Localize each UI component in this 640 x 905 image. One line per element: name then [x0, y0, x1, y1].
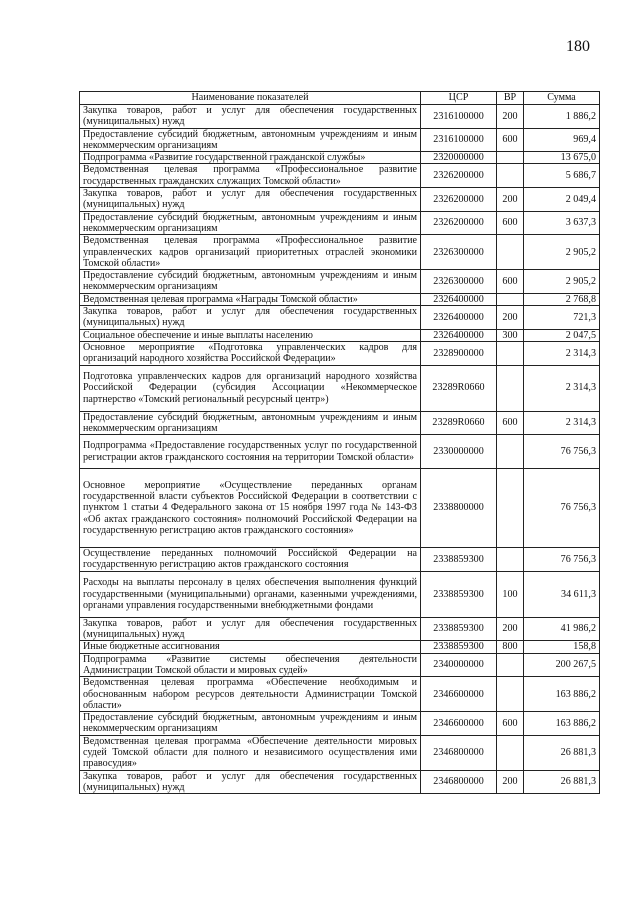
row-vr-cell: 200 [497, 617, 524, 641]
row-vr-cell: 200 [497, 770, 524, 794]
table-row [80, 365, 600, 411]
row-vr-cell: 600 [497, 128, 524, 152]
row-vr-cell [497, 735, 524, 770]
page-number: 180 [566, 38, 590, 55]
table-row [80, 653, 600, 677]
table-row [80, 152, 600, 164]
row-sum-cell: 76 756,3 [524, 435, 600, 469]
table-row [80, 164, 600, 188]
row-vr-cell [497, 341, 524, 365]
budget-table [79, 91, 600, 794]
row-sum-cell: 2 768,8 [524, 293, 600, 305]
row-name-cell: Предоставление субсидий бюджетным, автономным учреждениям и иным некоммерческим организациям [80, 411, 421, 435]
table-row [80, 641, 600, 653]
row-name-cell: Ведомственная целевая программа «Обеспечение необходимым и обоснованным набором ресурсов деятельности Администрации Томской области» [80, 677, 421, 712]
row-csr-cell: 2346600000 [421, 677, 497, 712]
row-sum-cell: 34 611,3 [524, 571, 600, 617]
row-sum-cell: 76 756,3 [524, 469, 600, 548]
row-vr-cell [497, 164, 524, 188]
row-vr-cell [497, 235, 524, 270]
table-row [80, 293, 600, 305]
row-csr-cell: 2326300000 [421, 235, 497, 270]
table-row [80, 329, 600, 341]
row-name-cell: Основное мероприятие «Осуществление переданных органам государственной власти субъектов Российской Федерации в соответствии с пунктом 1 статьи 4 Федерального закона от 15 ноября 1997 года № 143-ФЗ «Об актах гражданского состояния» полномочий Российской Федерации на государственную регистрацию актов гражданского состояния» [80, 469, 421, 548]
row-name-cell: Предоставление субсидий бюджетным, автономным учреждениям и иным некоммерческим организациям [80, 128, 421, 152]
row-vr-cell: 100 [497, 571, 524, 617]
row-csr-cell: 2346800000 [421, 735, 497, 770]
row-sum-cell: 3 637,3 [524, 211, 600, 235]
row-csr-cell: 2316100000 [421, 105, 497, 129]
table-row [80, 469, 600, 548]
row-vr-cell: 200 [497, 105, 524, 129]
row-csr-cell: 2326200000 [421, 188, 497, 212]
row-sum-cell: 721,3 [524, 306, 600, 330]
row-csr-cell: 2326400000 [421, 329, 497, 341]
row-csr-cell: 2338859300 [421, 617, 497, 641]
row-csr-cell: 2328900000 [421, 341, 497, 365]
row-sum-cell: 26 881,3 [524, 770, 600, 794]
row-name-cell: Ведомственная целевая программа «Профессиональное развитие государственных гражданских служащих Томской области» [80, 164, 421, 188]
row-name-cell: Закупка товаров, работ и услуг для обеспечения государственных (муниципальных) нужд [80, 617, 421, 641]
row-csr-cell: 2338859300 [421, 571, 497, 617]
row-csr-cell: 2326400000 [421, 293, 497, 305]
row-name-cell: Предоставление субсидий бюджетным, автономным учреждениям и иным некоммерческим организациям [80, 270, 421, 294]
row-csr-cell: 2338859300 [421, 641, 497, 653]
table-row [80, 617, 600, 641]
row-csr-cell: 2338859300 [421, 548, 497, 572]
row-name-cell: Закупка товаров, работ и услуг для обеспечения государственных (муниципальных) нужд [80, 306, 421, 330]
table-row [80, 411, 600, 435]
row-vr-cell [497, 469, 524, 548]
row-sum-cell: 163 886,2 [524, 712, 600, 736]
row-vr-cell [497, 653, 524, 677]
row-csr-cell: 2346800000 [421, 770, 497, 794]
row-vr-cell [497, 677, 524, 712]
row-vr-cell [497, 548, 524, 572]
row-csr-cell: 23289R0660 [421, 411, 497, 435]
header-csr: ЦСР [421, 92, 497, 105]
row-name-cell: Предоставление субсидий бюджетным, автономным учреждениям и иным некоммерческим организациям [80, 211, 421, 235]
row-sum-cell: 41 986,2 [524, 617, 600, 641]
row-name-cell: Расходы на выплаты персоналу в целях обеспечения выполнения функций государственными (муниципальными) органами, казенными учреждениями, органами управления государственными внебюджетными фондами [80, 571, 421, 617]
row-csr-cell: 2316100000 [421, 128, 497, 152]
row-csr-cell: 2330000000 [421, 435, 497, 469]
header-name: Наименование показателей [80, 92, 421, 105]
table-row [80, 105, 600, 129]
row-name-cell: Ведомственная целевая программа «Награды Томской области» [80, 293, 421, 305]
table-row [80, 712, 600, 736]
row-name-cell: Подготовка управленческих кадров для организаций народного хозяйства Российской Федерации (субсидия Ассоциации «Некоммерческое партнерство «Томский региональный ресурсный центр») [80, 365, 421, 411]
row-name-cell: Подпрограмма «Развитие государственной гражданской службы» [80, 152, 421, 164]
table-row [80, 548, 600, 572]
row-vr-cell: 200 [497, 188, 524, 212]
row-vr-cell [497, 293, 524, 305]
row-sum-cell: 1 886,2 [524, 105, 600, 129]
row-csr-cell: 2326200000 [421, 211, 497, 235]
table-row [80, 211, 600, 235]
row-csr-cell: 2326300000 [421, 270, 497, 294]
row-sum-cell: 13 675,0 [524, 152, 600, 164]
row-vr-cell [497, 435, 524, 469]
table-row [80, 770, 600, 794]
table-row [80, 677, 600, 712]
row-vr-cell: 800 [497, 641, 524, 653]
row-vr-cell [497, 152, 524, 164]
header-sum: Сумма [524, 92, 600, 105]
row-name-cell: Ведомственная целевая программа «Профессиональное развитие управленческих кадров организаций приоритетных отраслей экономики Томской области» [80, 235, 421, 270]
row-sum-cell: 2 314,3 [524, 411, 600, 435]
table-header-row [80, 92, 600, 105]
table-row [80, 270, 600, 294]
row-name-cell: Иные бюджетные ассигнования [80, 641, 421, 653]
row-sum-cell: 2 314,3 [524, 341, 600, 365]
row-sum-cell: 969,4 [524, 128, 600, 152]
row-vr-cell: 300 [497, 329, 524, 341]
row-name-cell: Основное мероприятие «Подготовка управленческих кадров для организаций народного хозяйства Российской Федерации» [80, 341, 421, 365]
row-vr-cell: 600 [497, 411, 524, 435]
row-name-cell: Подпрограмма «Развитие системы обеспечения деятельности Администрации Томской области и мировых судей» [80, 653, 421, 677]
table-row [80, 306, 600, 330]
row-vr-cell: 600 [497, 211, 524, 235]
row-csr-cell: 2326200000 [421, 164, 497, 188]
table-row [80, 188, 600, 212]
row-csr-cell: 2326400000 [421, 306, 497, 330]
row-sum-cell: 2 905,2 [524, 270, 600, 294]
row-sum-cell: 163 886,2 [524, 677, 600, 712]
row-csr-cell: 2340000000 [421, 653, 497, 677]
row-sum-cell: 26 881,3 [524, 735, 600, 770]
header-vr: ВР [497, 92, 524, 105]
table-row [80, 341, 600, 365]
row-sum-cell: 76 756,3 [524, 548, 600, 572]
row-csr-cell: 2338800000 [421, 469, 497, 548]
row-name-cell: Предоставление субсидий бюджетным, автономным учреждениям и иным некоммерческим организациям [80, 712, 421, 736]
table-row [80, 435, 600, 469]
table-row [80, 735, 600, 770]
row-sum-cell: 2 047,5 [524, 329, 600, 341]
row-sum-cell: 2 314,3 [524, 365, 600, 411]
row-vr-cell: 600 [497, 712, 524, 736]
row-name-cell: Закупка товаров, работ и услуг для обеспечения государственных (муниципальных) нужд [80, 188, 421, 212]
table-row [80, 235, 600, 270]
row-csr-cell: 2346600000 [421, 712, 497, 736]
row-sum-cell: 200 267,5 [524, 653, 600, 677]
row-csr-cell: 23289R0660 [421, 365, 497, 411]
row-csr-cell: 2320000000 [421, 152, 497, 164]
row-vr-cell: 200 [497, 306, 524, 330]
table-row [80, 571, 600, 617]
row-sum-cell: 5 686,7 [524, 164, 600, 188]
row-sum-cell: 2 049,4 [524, 188, 600, 212]
row-name-cell: Подпрограмма «Предоставление государственных услуг по государственной регистрации актов гражданского состояния на территории Томской области» [80, 435, 421, 469]
row-vr-cell: 600 [497, 270, 524, 294]
row-sum-cell: 158,8 [524, 641, 600, 653]
row-sum-cell: 2 905,2 [524, 235, 600, 270]
row-vr-cell [497, 365, 524, 411]
row-name-cell: Социальное обеспечение и иные выплаты населению [80, 329, 421, 341]
row-name-cell: Закупка товаров, работ и услуг для обеспечения государственных (муниципальных) нужд [80, 105, 421, 129]
table-row [80, 128, 600, 152]
row-name-cell: Ведомственная целевая программа «Обеспечение деятельности мировых судей Томской области для полного и независимого осуществления ими правосудия» [80, 735, 421, 770]
row-name-cell: Закупка товаров, работ и услуг для обеспечения государственных (муниципальных) нужд [80, 770, 421, 794]
row-name-cell: Осуществление переданных полномочий Российской Федерации на государственную регистрацию актов гражданского состояния [80, 548, 421, 572]
